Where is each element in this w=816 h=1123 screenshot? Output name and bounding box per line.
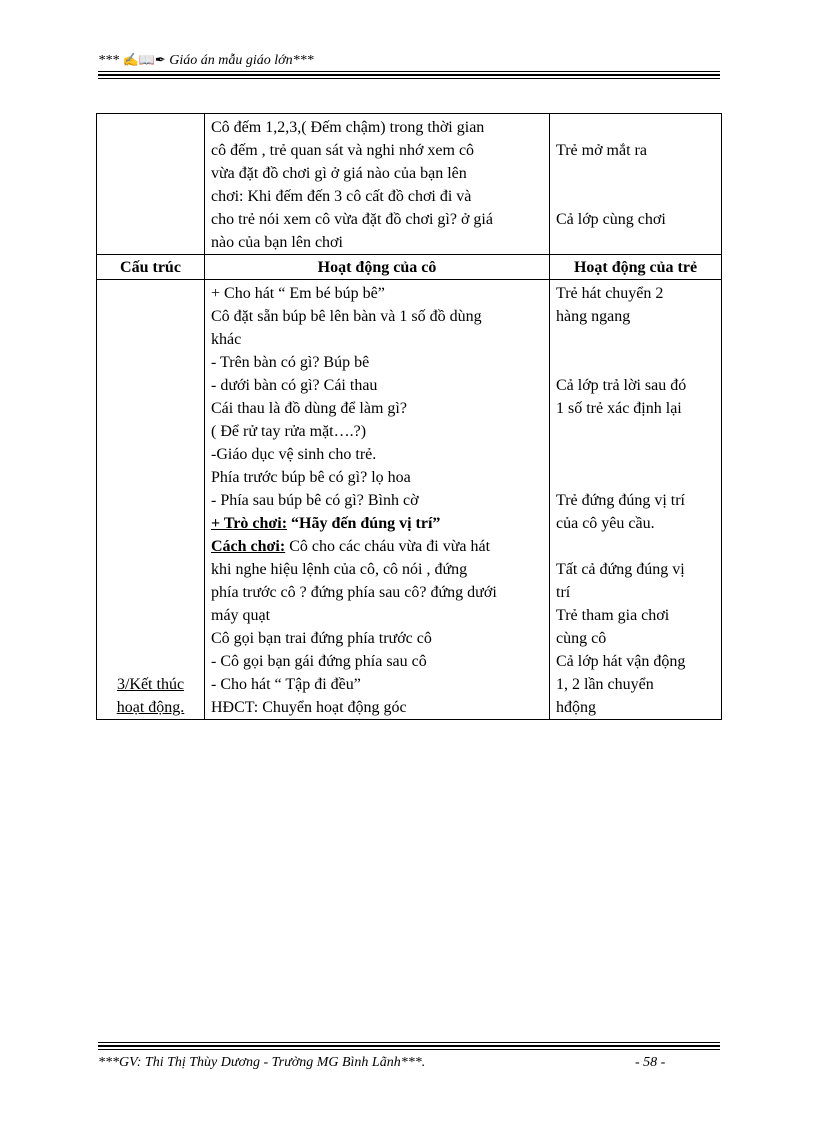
activity-line: Cái thau là đồ dùng để làm gì? bbox=[211, 400, 407, 417]
header-rule bbox=[98, 74, 720, 76]
header-title: Giáo án mẫu giáo lớn*** bbox=[169, 53, 314, 68]
page-header bbox=[98, 50, 720, 80]
child-line: Cả lớp cùng chơi bbox=[556, 211, 666, 228]
child-line: Trẻ tham gia chơi bbox=[556, 607, 670, 624]
footer-rule bbox=[98, 1049, 720, 1050]
child-line: Tất cả đứng đúng vị bbox=[556, 561, 685, 578]
header-structure: Cấu trúc bbox=[97, 255, 205, 280]
howto-text: Cô cho các cháu vừa đi vừa hát bbox=[285, 538, 491, 555]
activity-line: - Phía sau búp bê có gì? Bình cờ bbox=[211, 492, 419, 509]
activity-line: khác bbox=[211, 331, 242, 348]
activity-line: - Trên bàn có gì? Búp bê bbox=[211, 354, 370, 371]
activity-line: + Cho hát “ Em bé búp bê” bbox=[211, 285, 385, 302]
table-row bbox=[97, 280, 722, 720]
child-line: Trẻ mở mắt ra bbox=[556, 142, 647, 159]
footer-rule bbox=[98, 1045, 720, 1047]
footer-author: ***GV: Thi Thị Thùy Dương - Trường MG Bình Lãnh***. bbox=[98, 1055, 426, 1070]
activity-line: khi nghe hiệu lệnh của cô, cô nói , đứng bbox=[211, 561, 468, 578]
structure-line: 3/Kết thúc bbox=[116, 676, 185, 693]
activity-line: cô đếm , trẻ quan sát và nghi nhớ xem cô bbox=[211, 142, 475, 159]
child-line: Cả lớp trả lời sau đó bbox=[556, 377, 687, 394]
child-line: Trẻ đứng đúng vị trí bbox=[556, 492, 685, 509]
activity-line: vừa đặt đồ chơi gì ở giá nào của bạn lên bbox=[211, 165, 467, 182]
child-line: của cô yêu cầu. bbox=[556, 515, 655, 532]
activity-line: Cô đặt sẵn búp bê lên bàn và 1 số đồ dùng bbox=[211, 308, 482, 325]
structure-line: hoạt động. bbox=[116, 699, 185, 716]
activity-line: - dưới bàn có gì? Cái thau bbox=[211, 377, 378, 394]
child-line: Cả lớp hát vận động bbox=[556, 653, 686, 670]
game-line bbox=[211, 512, 545, 535]
activity-line: nào của bạn lên chơi bbox=[211, 234, 343, 251]
activity-line: cho trẻ nói xem cô vừa đặt đồ chơi gì? ở giá bbox=[211, 211, 493, 228]
child-line: hàng ngang bbox=[556, 308, 631, 325]
structure-label bbox=[97, 673, 204, 719]
child-line: hđộng bbox=[556, 699, 596, 716]
table-header-row bbox=[97, 255, 722, 280]
activity-line: - Cô gọi bạn gái đứng phía sau cô bbox=[211, 653, 427, 670]
activity-line: phía trước cô ? đứng phía sau cô? đứng dưới bbox=[211, 584, 497, 601]
structure-cell bbox=[97, 114, 205, 255]
child-line: 1 số trẻ xác định lại bbox=[556, 400, 682, 417]
header-child-activity: Hoạt động của trẻ bbox=[550, 255, 722, 280]
header-rule bbox=[98, 78, 720, 79]
table-row bbox=[97, 114, 722, 255]
activity-line: - Cho hát “ Tập đi đều” bbox=[211, 676, 361, 693]
structure-cell bbox=[97, 280, 205, 720]
page-footer bbox=[98, 1042, 720, 1082]
activity-line: -Giáo dục vệ sinh cho trẻ. bbox=[211, 446, 377, 463]
header-teacher-activity: Hoạt động của cô bbox=[205, 255, 550, 280]
howto-label: Cách chơi: bbox=[211, 538, 286, 555]
book-pen-icon: ✍📖✒ bbox=[122, 52, 166, 67]
activity-line: Cô đếm 1,2,3,( Đếm chậm) trong thời gian bbox=[211, 119, 485, 136]
child-line: 1, 2 lần chuyển bbox=[556, 676, 654, 693]
activity-line: Cô gọi bạn trai đứng phía trước cô bbox=[211, 630, 432, 647]
child-activity-cell bbox=[550, 280, 722, 720]
teacher-activity-cell bbox=[205, 114, 550, 255]
child-line: trí bbox=[556, 584, 571, 601]
lesson-table bbox=[96, 113, 722, 720]
game-prefix: + Trò chơi: bbox=[211, 515, 288, 532]
game-name: “Hãy đến đúng vị trí” bbox=[287, 515, 441, 532]
header-text bbox=[98, 52, 314, 69]
child-line: cùng cô bbox=[556, 630, 607, 647]
teacher-activity-cell bbox=[205, 280, 550, 720]
child-line: Trẻ hát chuyển 2 bbox=[556, 285, 664, 302]
activity-line: chơi: Khi đếm đến 3 cô cất đồ chơi đi và bbox=[211, 188, 472, 205]
activity-line: Phía trước búp bê có gì? lọ hoa bbox=[211, 469, 411, 486]
activity-line: ( Để rử tay rửa mặt….?) bbox=[211, 423, 367, 440]
footer-rule bbox=[98, 1042, 720, 1043]
header-prefix: *** bbox=[98, 53, 123, 68]
activity-line: HĐCT: Chuyển hoạt động góc bbox=[211, 699, 407, 716]
page-number: - 58 - bbox=[635, 1055, 666, 1070]
activity-line: máy quạt bbox=[211, 607, 271, 624]
header-rule bbox=[98, 71, 720, 72]
howto-line bbox=[211, 535, 545, 558]
child-activity-cell bbox=[550, 114, 722, 255]
